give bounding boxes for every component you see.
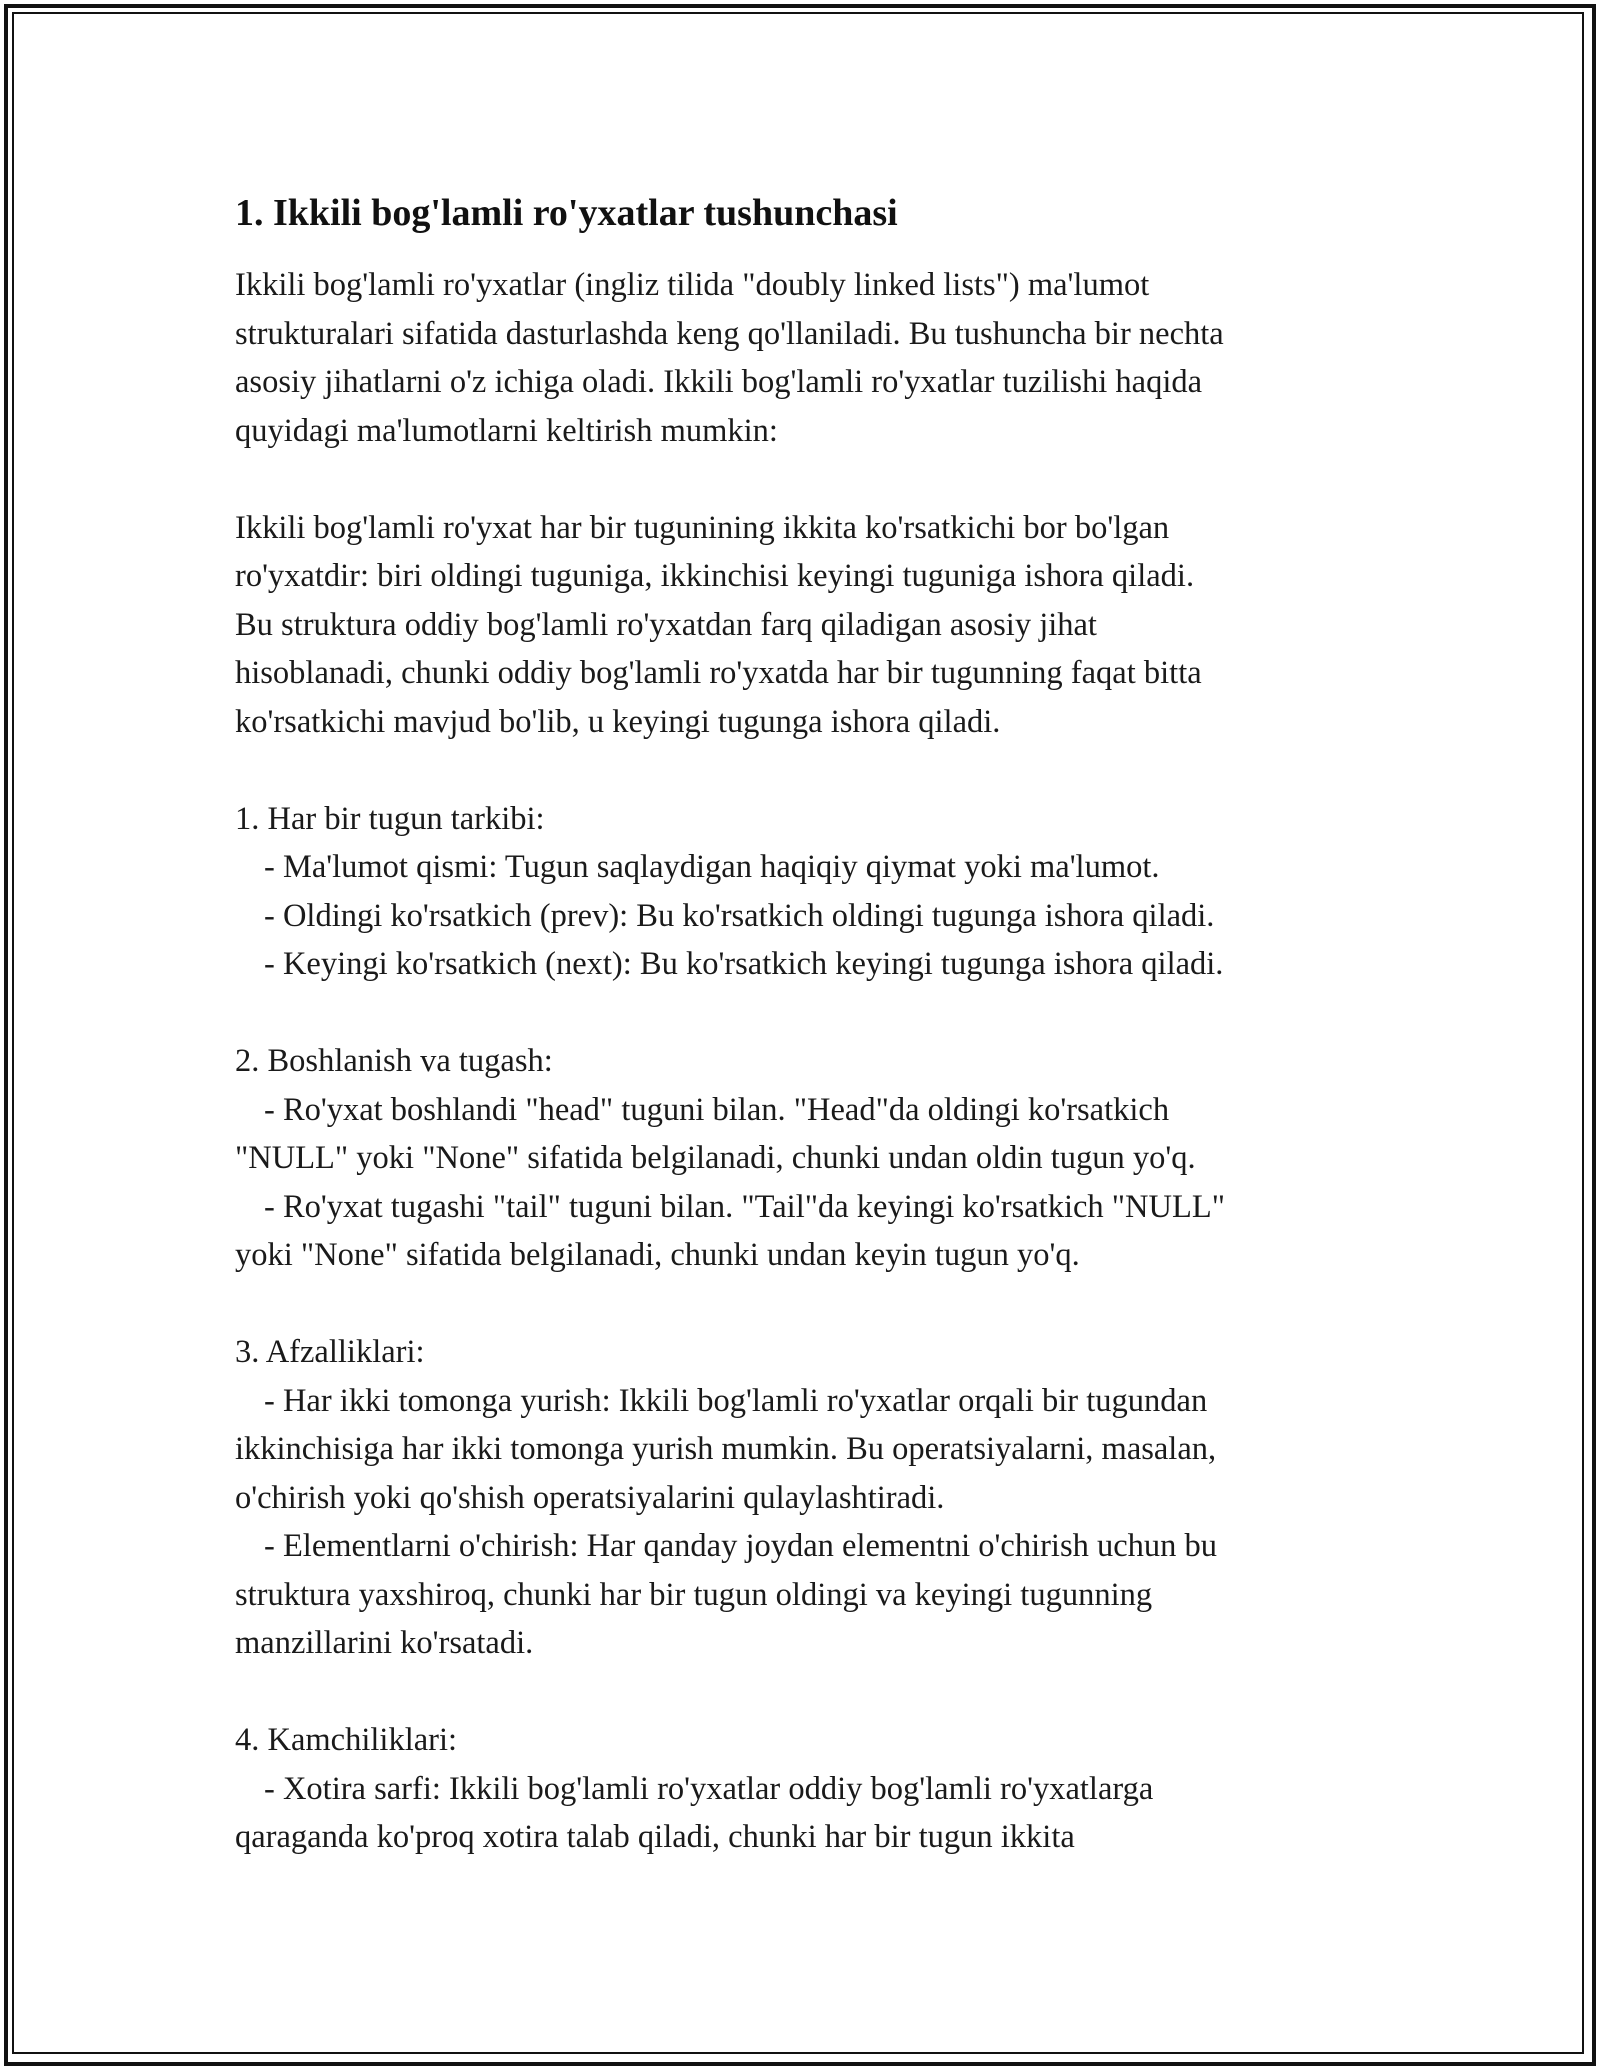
list-item: - Xotira sarfi: Ikkili bog'lamli ro'yxatlar oddiy bog'lamli ro'yxatlarga bbox=[264, 1770, 1154, 1807]
list-item: - Har ikki tomonga yurish: Ikkili bog'lamli ro'yxatlar orqali bir tugundan bbox=[264, 1382, 1208, 1419]
list-section-head-tail bbox=[235, 1037, 1385, 1280]
list-item: - Ma'lumot qismi: Tugun saqlaydigan haqiqiy qiymat yoki ma'lumot. bbox=[264, 849, 1160, 885]
definition-paragraph: Ikkili bog'lamli ro'yxat har bir tugunining ikkita ko'rsatkichi bor bo'lgan ro'yxatdir: biri oldingi tuguniga, ikkinchisi keyingi tuguniga ishora qiladi. Bu struktura oddiy bog'lamli ro'yxatdan farq qiladigan asosiy jihat hisoblanadi, chunki oddiy bog'lamli ro'yxatda har bir tugunning faqat bitta ko'rsatkichi mavjud bo'lib, u keyingi tugunga ishora qiladi. bbox=[235, 509, 1202, 740]
document-body bbox=[235, 185, 1385, 1862]
list-section-disadvantages bbox=[235, 1716, 1385, 1862]
list-item: - Keyingi ko'rsatkich (next): Bu ko'rsatkich keyingi tugunga ishora qiladi. bbox=[264, 946, 1224, 982]
list-item-continuation: "NULL" yoki "None" sifatida belgilanadi, chunki undan oldin tugun yo'q. bbox=[235, 1140, 1196, 1176]
list-section-advantages bbox=[235, 1328, 1385, 1668]
list-item: - Ro'yxat boshlandi "head" tuguni bilan. "Head"da oldingi ko'rsatkich bbox=[264, 1091, 1170, 1128]
list-item-continuation: ikkinchisiga har ikki tomonga yurish mumkin. Bu operatsiyalarni, masalan, bbox=[235, 1431, 1217, 1467]
intro-paragraph: Ikkili bog'lamli ro'yxatlar (ingliz tilida "doubly linked lists") ma'lumot strukturalari sifatida dasturlashda keng qo'llaniladi. Bu tushuncha bir nechta asosiy jihatlarni o'z ichiga oladi. Ikkili bog'lamli ro'yxatlar tuzilishi haqida quyidagi ma'lumotlarni keltirish mumkin: bbox=[235, 267, 1224, 449]
section-heading: 1. Ikkili bog'lamli ro'yxatlar tushunchasi bbox=[235, 192, 898, 234]
list-item-continuation: manzillarini ko'rsatadi. bbox=[235, 1625, 534, 1661]
section-title: 2. Boshlanish va tugash: bbox=[235, 1043, 553, 1079]
section-title: 3. Afzalliklari: bbox=[235, 1334, 425, 1370]
list-item-continuation: struktura yaxshiroq, chunki har bir tugun oldingi va keyingi tugunning bbox=[235, 1576, 1153, 1613]
list-item-continuation: o'chirish yoki qo'shish operatsiyalarini qulaylashtiradi. bbox=[235, 1479, 945, 1516]
list-item-continuation: qaraganda ko'proq xotira talab qiladi, chunki har bir tugun ikkita bbox=[235, 1819, 1075, 1855]
list-item: - Ro'yxat tugashi "tail" tuguni bilan. "Tail"da keyingi ko'rsatkich "NULL" bbox=[264, 1188, 1225, 1225]
section-title: 4. Kamchiliklari: bbox=[235, 1722, 458, 1758]
section-title: 1. Har bir tugun tarkibi: bbox=[235, 800, 545, 837]
list-item: - Elementlarni o'chirish: Har qanday joydan elementni o'chirish uchun bu bbox=[264, 1528, 1218, 1564]
list-item: - Oldingi ko'rsatkich (prev): Bu ko'rsatkich oldingi tugunga ishora qiladi. bbox=[264, 897, 1215, 934]
list-section-node-structure bbox=[235, 795, 1385, 989]
list-item-continuation: yoki "None" sifatida belgilanadi, chunki undan keyin tugun yo'q. bbox=[235, 1237, 1080, 1273]
